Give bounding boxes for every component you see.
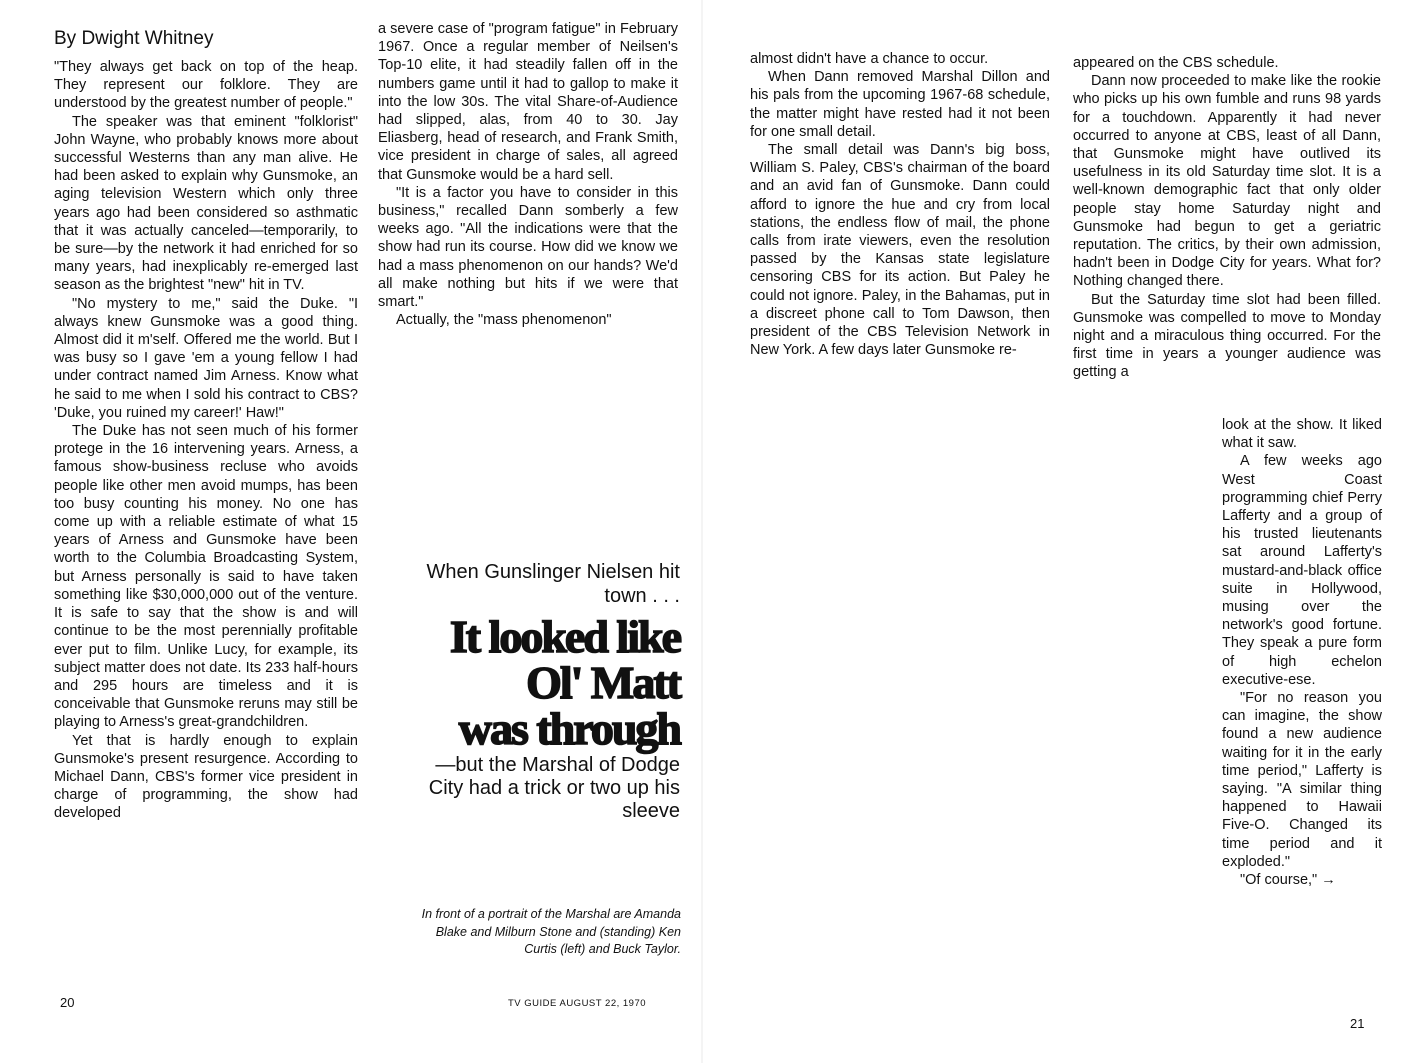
headline-title [400, 611, 680, 754]
paragraph: Yet that is hardly enough to explain Gunsmoke's present resurgence. According to Michael Dann, CBS's former vice president in charge of programming, the show had developed [54, 732, 358, 822]
paragraph: "It is a factor you have to consider in this business," recalled Dann somberly a few weeks ago. "All the indications were that the show had run its course. How did we know we had a mass phenomenon on our hands? We'd all make nothing but hits if we were that smart." [378, 184, 678, 311]
paragraph: "They always get back on top of the heap. They represent our folklore. They are understood by the greatest number of people." [54, 59, 358, 112]
paragraph: a severe case of "program fatigue" in February 1967. Once a regular member of Neilsen's Top-10 elite, it had steadily fallen off in the numbers game until it had to gallop to make it into the low 30s. The vital Share-of-Audience had slipped, alas, from 40 to 30. Jay Eliasberg, head of research, and Frank Smith, vice president in charge of sales, all agreed that Gunsmoke would be a hard sell. [378, 21, 678, 183]
headline-title-line: Ol' Matt [526, 657, 680, 708]
paragraph: almost didn't have a chance to occur. [750, 51, 989, 67]
headline-subtitle: —but the Marshal of Dodge City had a trick or two up his sleeve [428, 754, 680, 822]
headline-block [400, 560, 680, 823]
paragraph: Actually, the "mass phenomenon" [396, 312, 612, 329]
paragraph: When Dann removed Marshal Dillon and his pals from the upcoming 1967-68 schedule, the matter might have rested had it not been for one small detail. [750, 69, 1050, 140]
paragraph: "No mystery to me," said the Duke. "I always knew Gunsmoke was a good thing. Almost did it m'self. Offered me the world. But I was busy so I gave 'em a young fellow I had under contract named Jim Arness. Know what he said to me when I sold his contract to CBS? 'Duke, you ruined my career!' Haw!" [54, 295, 358, 421]
continued-marker: "Of course," → [1240, 872, 1336, 889]
paragraph: But the Saturday time slot had been filled. Gunsmoke was compelled to move to Monday night and a miraculous thing occurred. For the first time in years a younger audience was getting a [1073, 291, 1381, 381]
column-b [378, 20, 678, 329]
column-d-narrow [1222, 416, 1382, 889]
right-page [703, 0, 1405, 1063]
headline-title-line: It looked like [449, 611, 680, 662]
photo-caption: In front of a portrait of the Marshal are Amanda Blake and Milburn Stone and (standing) Ken Curtis (left) and Buck Taylor. [421, 907, 681, 956]
paragraph: Dann now proceeded to make like the rookie who picks up his own fumble and runs 98 yards for a touchdown. Apparently it had never occurred to anyone at CBS, least of all Dann, that Gunsmoke might have outlived its usefulness in its old Saturday time slot. It is a well-known demographic fact that only older people stay home Saturday night and Gunsmoke had begun to get a geriatric reputation. The critics, by their own admission, hadn't been in Dodge City for years. What for? Nothing changed there. [1073, 73, 1381, 290]
column-c [750, 50, 1050, 359]
paragraph: "For no reason you can imagine, the show found a new audience waiting for it in the early time period," Lafferty is saying. "A similar thing happened to Hawaii Five-O. Changed its time period and it exploded." [1222, 690, 1382, 870]
paragraph: look at the show. It liked what it saw. [1222, 417, 1382, 452]
paragraph: The speaker was that eminent "folklorist" John Wayne, who probably knows more about successful Westerns than any man alive. He had been asked to explain why Gunsmoke, an aging television Western which only three years ago had been considered so asthmatic that it was actually canceled—temporarily, to be sure—by the network it had enriched for so many years, had inexplicably re-emerged last season as the brightest "new" hit in TV. [54, 113, 358, 294]
headline-title-line: was through [458, 703, 680, 754]
paragraph: A few weeks ago West Coast programming chief Perry Lafferty and a group of his trusted lieutenants sat around Lafferty's mustard-and-black office suite in Hollywood, musing over the network's good fortune. They speak a pure form of high echelon executive-ese. [1222, 453, 1382, 688]
byline: By Dwight Whitney [54, 28, 214, 49]
paragraph: The small detail was Dann's big boss, William S. Paley, CBS's chairman of the board and an avid fan of Gunsmoke. Dann could afford to ignore the hue and cry from local stations, the endless flow of mail, the phone calls from irate viewers, even the resolution passed by the Kansas state legislature censoring CBS for its action. But Paley he could not ignore. Paley, in the Bahamas, put in a discreet phone call to Tom Dawson, then president of the CBS Television Network in New York. A few days later Gunsmoke re- [750, 142, 1050, 359]
page-number-right: 21 [1350, 1016, 1365, 1031]
page-number-left: 20 [60, 995, 75, 1010]
headline-kicker: When Gunslinger Nielsen hit town . . . [426, 561, 680, 607]
dateline: TV GUIDE AUGUST 22, 1970 [508, 998, 647, 1009]
column-d [1073, 54, 1381, 382]
paragraph: appeared on the CBS schedule. [1073, 55, 1279, 71]
column-a [54, 58, 358, 823]
paragraph: The Duke has not seen much of his former protege in the 16 intervening years. Arness, a famous show-business recluse who avoids people like other men avoid mumps, has been too busy counting his money. No one has come up with a reliable estimate of what 15 years of Arness and Gunsmoke have been worth to the Columbia Broadcasting System, but Arness personally is said to have taken something like $30,000,000 out of the venture. It is safe to say that the show is and will continue to be the most perennially profitable ever put to film. Unlike Lucy, for example, its subject matter does not date. Its 233 half-hours and 295 hours are timeless and it is conceivable that Gunsmoke reruns may still be playing to Arness's great-grandchildren. [54, 423, 358, 731]
left-page [0, 0, 702, 1063]
